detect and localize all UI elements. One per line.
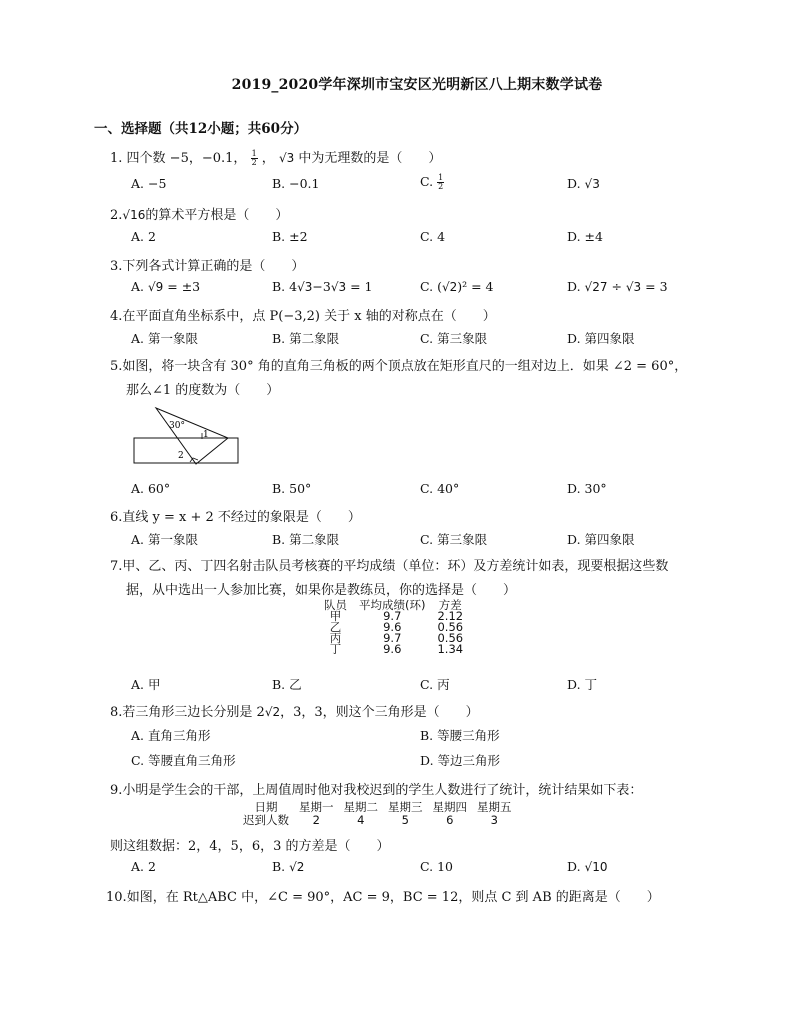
- angle-1-label: 1: [203, 430, 209, 440]
- option-a[interactable]: A. 直角三角形: [131, 728, 211, 743]
- question-9: 9.小明是学生会的干部，上周值周时他对我校迟到的学生人数进行了统计，统计结果如下表：: [110, 783, 643, 798]
- question-7-line2: 据，从中选出一人参加比赛，如果你是教练员，你的选择是（ ）: [126, 583, 517, 598]
- option-b[interactable]: B. −0.1: [272, 176, 320, 191]
- option-a[interactable]: A. 2: [131, 229, 156, 244]
- option-c[interactable]: C. 第三象限: [420, 331, 488, 346]
- option-b[interactable]: B. 乙: [272, 677, 302, 692]
- table-row: 丁 9.6 1.34: [329, 642, 464, 656]
- question-2: 2.√16的算术平方根是（ ）: [110, 208, 289, 223]
- option-d[interactable]: D. √10: [567, 859, 608, 874]
- table-row: 丙 9.7 0.56: [329, 631, 464, 645]
- option-a[interactable]: A. −5: [131, 176, 167, 191]
- option-d[interactable]: D. √27 ÷ √3 = 3: [567, 279, 668, 294]
- option-b[interactable]: B. 4√3−3√3 = 1: [272, 279, 373, 294]
- option-a[interactable]: A. 2: [131, 859, 156, 874]
- option-a[interactable]: A. 第一象限: [131, 532, 198, 547]
- option-c[interactable]: C. $\frac{1}{2}$: [420, 173, 444, 191]
- table-row: 迟到人数 2 4 5 6 3: [243, 813, 498, 827]
- option-b[interactable]: B. ±2: [272, 229, 308, 244]
- option-b[interactable]: B. 等腰三角形: [420, 728, 500, 743]
- option-c[interactable]: C. 等腰直角三角形: [131, 753, 236, 768]
- question-10: 10.如图，在 Rt△ABC 中，∠C = 90°，AC = 9，BC = 12，则点 C 到 AB 的距离是（ ）: [106, 890, 660, 905]
- question-5: 5.如图，将一块含有 30° 角的直角三角板的两个顶点放在矩形直尺的一组对边上．如果 ∠2 = 60°，: [110, 359, 688, 374]
- table-row: 日期 星期一 星期二 星期三 星期四 星期五: [254, 800, 512, 814]
- angle-30-label: 30°: [169, 421, 185, 431]
- option-d[interactable]: D. 等边三角形: [420, 753, 501, 768]
- table-row: 甲 9.7 2.12: [329, 609, 464, 623]
- option-b[interactable]: B. 50°: [272, 481, 312, 496]
- option-c[interactable]: C. 第三象限: [420, 532, 488, 547]
- option-c[interactable]: C. 40°: [420, 481, 460, 496]
- option-c[interactable]: C. 10: [420, 859, 453, 874]
- score-table: [318, 600, 469, 655]
- question-7: 7.甲、乙、丙、丁四名射击队员考核赛的平均成绩（单位：环）及方差统计如表，现要根据这些数: [110, 559, 669, 574]
- option-c[interactable]: C. 4: [420, 229, 446, 244]
- option-a[interactable]: A. √9 = ±3: [131, 279, 201, 294]
- question-4: 4.在平面直角坐标系中，点 P(−3,2) 关于 x 轴的对称点在（ ）: [110, 309, 496, 324]
- option-b[interactable]: B. 第二象限: [272, 331, 340, 346]
- option-c[interactable]: C. 丙: [420, 677, 450, 692]
- ruler-triangle-figure: [132, 406, 242, 468]
- option-b[interactable]: B. √2: [272, 859, 305, 874]
- option-a[interactable]: A. 甲: [131, 677, 161, 692]
- question-6: 6.直线 y = x + 2 不经过的象限是（ ）: [110, 510, 361, 525]
- option-b[interactable]: B. 第二象限: [272, 532, 340, 547]
- question-8: 8.若三角形三边长分别是 2√2，3，3，则这个三角形是（ ）: [110, 705, 479, 720]
- option-d[interactable]: D. 第四象限: [567, 331, 635, 346]
- option-d[interactable]: D. 第四象限: [567, 532, 635, 547]
- question-1: 1. 四个数 −5，−0.1， $\frac{1}{2}$ ， √3 中为无理数的是（ ）: [110, 149, 442, 167]
- question-9-line2: 则这组数据：2，4，5，6，3 的方差是（ ）: [110, 839, 390, 854]
- late-count-table: [238, 801, 517, 827]
- table-header: 方差: [438, 598, 462, 612]
- question-5-line2: 那么∠1 的度数为（ ）: [126, 383, 280, 398]
- option-d[interactable]: D. 丁: [567, 677, 598, 692]
- option-d[interactable]: D. 30°: [567, 481, 607, 496]
- option-d[interactable]: D. ±4: [567, 229, 603, 244]
- fraction: $\frac{1}{2}$: [251, 149, 257, 167]
- section-heading: 一、选择题（共12小题；共60分）: [94, 121, 308, 137]
- angle-2-label: 2: [178, 451, 184, 461]
- table-header: 队员: [324, 598, 347, 612]
- option-a[interactable]: A. 第一象限: [131, 331, 198, 346]
- option-a[interactable]: A. 60°: [131, 481, 171, 496]
- option-d[interactable]: D. √3: [567, 176, 600, 191]
- question-3: 3.下列各式计算正确的是（ ）: [110, 259, 305, 274]
- option-c[interactable]: C. (√2)² = 4: [420, 279, 494, 294]
- page-title: 2019_2020学年深圳市宝安区光明新区八上期末数学试卷: [231, 77, 603, 93]
- table-row: 乙 9.6 0.56: [329, 620, 464, 634]
- table-header: 平均成绩(环): [359, 598, 426, 612]
